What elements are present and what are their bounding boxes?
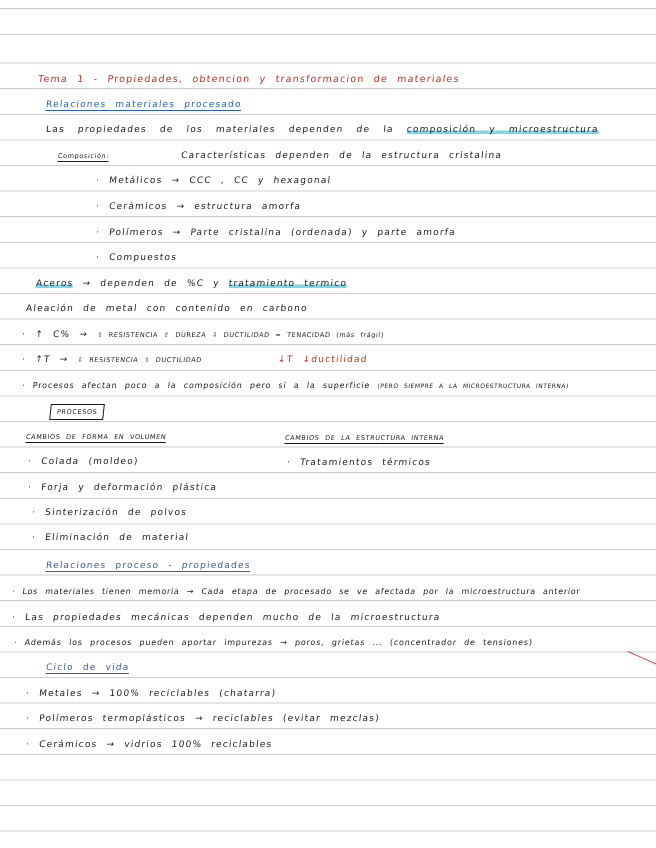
page-title: Tema 1 - Propiedades, obtencion y transformacion de materiales [37,74,461,85]
stray-red-pen-mark [628,651,656,665]
intro-highlight: composición y microestructura [406,125,600,135]
procesos-note-aside: (PERO SIEMPRE A LA MICROESTRUCTURA INTERNA) [376,383,570,390]
section-heading-proceso: Relaciones proceso - propiedades [45,561,252,571]
temp-effect-line [21,354,368,366]
aceros-line [35,278,347,290]
aceros-label: Aceros [35,279,74,289]
col-left-item: · Eliminación de material [31,533,190,543]
col-right-header: CAMBIOS DE LA ESTRUCTURA INTERNA [284,434,445,442]
temp-effect-text: ⇩ RESISTENCIA ⇧ DUCTILIDAD [77,356,203,364]
ciclo-item: · Polímeros termoplásticos → reciclables (evitar mezclas) [25,714,381,724]
section-heading-relaciones: Relaciones materiales procesado [45,100,243,110]
procesos-note-text: · Procesos afectan poco a la composición pero sí a la superficie [21,381,371,390]
col-left-item: · Colada (moldeo) [27,457,140,467]
material-item: · Cerámicos → estructura amorfa [95,202,302,212]
temp-effect-red-note: ↓T ↓ductilidad [277,355,369,365]
aceros-highlight: tratamiento termico [228,279,348,289]
ciclo-item: · Cerámicos → vidrios 100% reciclables [25,740,273,750]
col-right-item: · Tratamientos térmicos [286,458,432,468]
temp-effect-lead: · ↑T → [21,355,69,365]
section-heading-ciclo: Ciclo de vida [45,663,130,673]
aleacion-line: Aleación de metal con contenido en carbono [25,304,309,314]
procesos-box: PROCESOS [49,404,105,420]
proceso-item: · Los materiales tienen memoria → Cada etapa de procesado se ve afectada por la microestructura anterior [11,587,581,596]
ciclo-item: · Metales → 100% reciclables (chatarra) [25,689,277,699]
composicion-text: Características dependen de la estructura cristalina [180,151,503,161]
col-left-header: CAMBIOS DE FORMA EN VOLUMEN [25,433,167,441]
carbon-effect-lead: · ↑ C% → [21,330,89,340]
col-left-item: · Forja y deformación plástica [27,483,218,493]
carbon-effect-line [21,329,384,341]
material-item: · Polímeros → Parte cristalina (ordenada) y parte amorfa [95,228,457,238]
intro-line [45,124,599,136]
intro-text: Las propiedades de los materiales dependen de la [45,125,395,135]
aceros-text: → dependen de %C y [81,279,221,289]
proceso-item: · Las propiedades mecánicas dependen mucho de la microestructura [11,613,441,623]
proceso-item: · Además los procesos pueden aportar impurezas → poros, grietas ... (concentrador de tensiones) [13,638,534,647]
material-item: · Metálicos → CCC , CC y hexagonal [95,176,332,186]
carbon-effect-text: ⇧ RESISTENCIA ⇧ DUREZA ⇩ DUCTILIDAD = TENACIDAD (más frágil) [96,331,385,339]
material-item: · Compuestos [95,253,178,263]
procesos-note-line [21,380,569,393]
col-left-item: · Sinterización de polvos [31,508,188,518]
composicion-label: Composición: [57,152,110,160]
composicion-line [57,150,502,162]
